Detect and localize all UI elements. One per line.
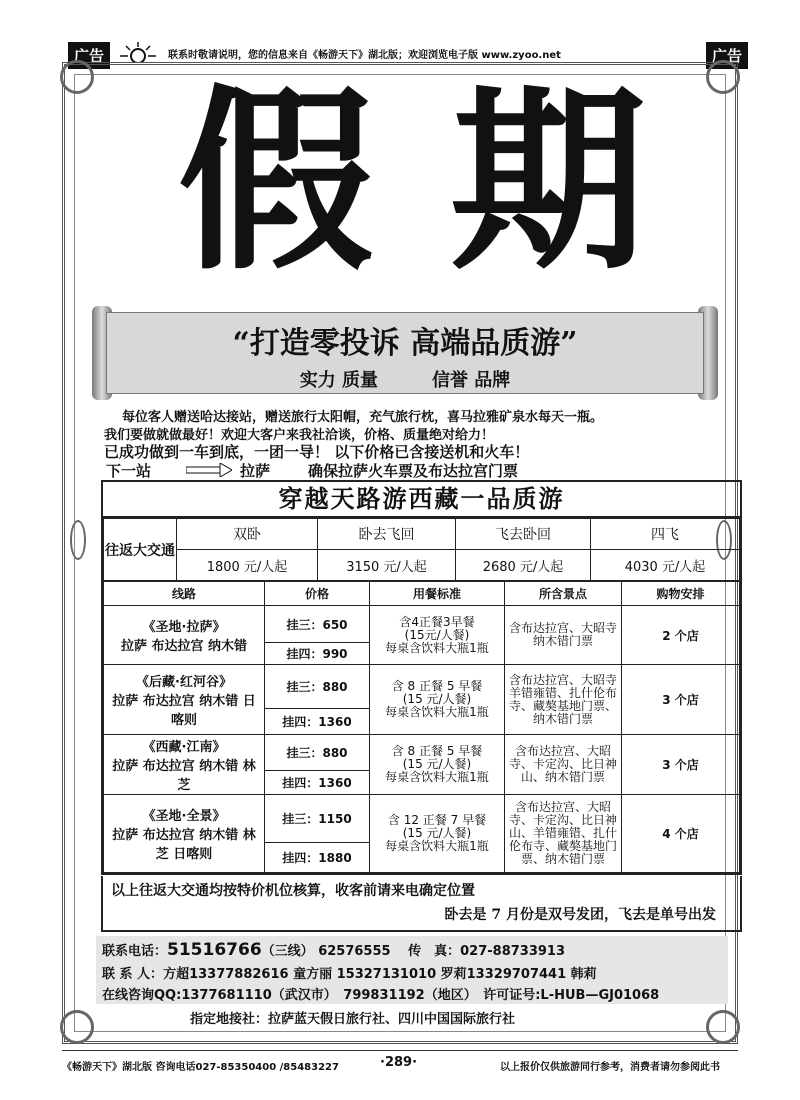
meal-line: 含4正餐3早餐	[399, 614, 475, 629]
transport-option: 卧去飞回	[318, 519, 456, 550]
meal-line: 每桌含饮料大瓶1瓶	[385, 640, 489, 655]
route-name-cell	[104, 795, 265, 873]
qq-label: 在线咨询QQ:	[102, 988, 182, 1003]
meal-line: (15元/人餐)	[404, 627, 470, 642]
ad-tag-left: 广告	[68, 42, 110, 69]
meal-line: 每桌含饮料大瓶1瓶	[385, 705, 489, 719]
fax: 027-88733913	[460, 944, 566, 959]
route-desc: 拉萨 布达拉宫 纳木错 日喀则	[112, 694, 256, 728]
meal-line: 含 8 正餐 5 早餐	[391, 679, 483, 693]
bottom-divider	[62, 1050, 738, 1051]
sights: 含布达拉宫、大昭寺、卡定沟、比日神山、纳木错门票	[505, 735, 622, 795]
sun-logo-icon	[118, 40, 158, 62]
corner-ornament-icon	[60, 60, 94, 94]
next-stop-note: 确保拉萨火车票及布达拉宫门票	[308, 462, 519, 480]
price-3: 挂三：880	[265, 735, 370, 771]
routes-header: 所含景点	[505, 582, 622, 606]
corner-ornament-icon	[706, 60, 740, 94]
transport-price: 4030 元/人起	[591, 550, 740, 581]
next-stop-label: 下一站	[106, 462, 152, 480]
transport-option: 双卧	[177, 519, 318, 550]
intro-line-2: 我们要做就做最好！欢迎大客户来我社洽谈，价格、质量绝对给力！	[104, 428, 495, 443]
phone-alt: 62576555	[318, 944, 391, 959]
route-name-cell	[104, 735, 265, 795]
transport-price: 3150 元/人起	[318, 550, 456, 581]
transport-label: 往返大交通	[104, 519, 177, 581]
routes-header: 线路	[104, 582, 265, 606]
meal-line: 含 8 正餐 5 早餐	[391, 744, 483, 758]
phone-main: 51516766	[167, 940, 262, 960]
persons: 方超13377882616 童方丽 15327131010 罗莉13329707441 韩莉	[163, 967, 597, 982]
qq1: 1377681110（武汉市）	[181, 988, 331, 1003]
price-4: 挂四：990	[265, 643, 370, 665]
table-row	[104, 606, 740, 643]
sights: 含布达拉宫、大昭寺、卡定沟、比日神山、羊错雍错、扎什伦布寺、藏獒基地门票、纳木错门票	[505, 795, 622, 873]
meal-cell	[370, 735, 505, 795]
meal-cell	[370, 665, 505, 735]
sights: 含布达拉宫、大昭寺纳木错门票	[505, 606, 622, 665]
contact-person-row	[102, 963, 597, 982]
sights: 含布达拉宫、大昭寺羊错雍错、扎什伦布寺、藏獒基地门票、纳木错门票	[505, 665, 622, 735]
footer-note-1: 以上往返大交通均按特价机位核算，收客前请来电确定位置	[111, 883, 475, 899]
meal-line: (15 元/人餐)	[402, 757, 472, 771]
meal-line: (15 元/人餐)	[402, 692, 472, 706]
phone-label: 联系电话：	[102, 944, 168, 959]
shop-count: 2 个店	[622, 606, 740, 665]
contact-box	[96, 936, 728, 1004]
arrow-right-icon	[186, 462, 232, 476]
transport-price: 1800 元/人起	[177, 550, 318, 581]
table-row	[104, 665, 740, 709]
price-3: 挂三：650	[265, 606, 370, 643]
ad-tag-right: 广告	[706, 42, 748, 69]
contact-phone-row	[102, 940, 565, 960]
meal-cell	[370, 606, 505, 665]
route-name-cell	[104, 665, 265, 735]
route-desc: 拉萨 布达拉宫 纳木错	[120, 639, 248, 654]
route-name: 《后藏·红河谷》	[136, 675, 232, 690]
price-4: 挂四：1360	[265, 709, 370, 735]
bottom-right-note: 以上报价仅供旅游同行参考，消费者请勿参阅此书	[500, 1062, 720, 1073]
package-table	[101, 480, 742, 875]
price-3: 挂三：880	[265, 665, 370, 709]
license: 许可证号:L-HUB—GJ01068	[483, 988, 660, 1003]
intro-line-1: 每位客人赠送哈达接站，赠送旅行太阳帽，充气旅行枕，喜马拉雅矿泉水每天一瓶。	[122, 410, 604, 425]
table-row	[104, 735, 740, 771]
subtitle: 实力 质量 信誉 品牌	[299, 370, 511, 391]
routes-header: 价格	[265, 582, 370, 606]
next-stop-dest: 拉萨	[240, 462, 271, 480]
route-name-cell	[104, 606, 265, 665]
meal-line: 每桌含饮料大瓶1瓶	[385, 839, 489, 853]
routes-header: 购物安排	[622, 582, 740, 606]
meal-line: (15 元/人餐)	[402, 826, 472, 840]
contact-qq-row	[102, 984, 659, 1003]
price-4: 挂四：1880	[265, 843, 370, 873]
slogan: “打造零投诉 高端品质游”	[232, 326, 578, 361]
qq2: 799831192（地区）	[343, 988, 471, 1003]
page-number: ·289·	[380, 1055, 418, 1070]
fax-label: 传 真：	[408, 944, 461, 959]
route-name: 《圣地·全景》	[142, 809, 226, 824]
route-name: 《西藏·江南》	[142, 740, 226, 755]
table-footer	[101, 876, 742, 932]
shop-count: 3 个店	[622, 735, 740, 795]
highlight-line: 已成功做到一车到底，一团一导！ 以下价格已含接送机和火车！	[104, 443, 530, 461]
table-row	[104, 795, 740, 843]
transport-option: 四飞	[591, 519, 740, 550]
meal-line: 每桌含饮料大瓶1瓶	[385, 770, 489, 784]
corner-ornament-icon	[60, 1010, 94, 1044]
shop-count: 4 个店	[622, 795, 740, 873]
meal-cell	[370, 795, 505, 873]
route-name: 《圣地·拉萨》	[142, 620, 226, 635]
phone-lines: （三线）	[261, 944, 314, 959]
routes-header: 用餐标准	[370, 582, 505, 606]
top-note: 联系时敬请说明，您的信息来自《畅游天下》湖北版；欢迎浏览电子版 www.zyoo.net	[168, 50, 561, 61]
price-3: 挂三：1150	[265, 795, 370, 843]
person-label: 联 系 人：	[102, 967, 164, 982]
price-4: 挂四：1360	[265, 771, 370, 795]
transport-option: 飞去卧回	[456, 519, 591, 550]
corner-ornament-icon	[706, 1010, 740, 1044]
routes-table	[103, 581, 740, 873]
route-desc: 拉萨 布达拉宫 纳木错 林芝	[112, 759, 256, 793]
table-title: 穿越天路游西藏一品质游	[103, 482, 740, 518]
transport-table	[103, 518, 740, 581]
transport-price: 2680 元/人起	[456, 550, 591, 581]
headline-title: 假 期	[178, 67, 651, 297]
bottom-left-note: 《畅游天下》湖北版 咨询电话027-85350400 /85483227	[62, 1062, 339, 1073]
footer-note-2: 卧去是 7 月份是双号发团，飞去是单号出发	[444, 907, 716, 923]
meal-line: 含 12 正餐 7 早餐	[387, 813, 487, 827]
agency-line: 指定地接社：拉萨蓝天假日旅行社、四川中国国际旅行社	[190, 1012, 516, 1027]
shop-count: 3 个店	[622, 665, 740, 735]
side-ornament-icon	[70, 520, 86, 560]
route-desc: 拉萨 布达拉宫 纳木错 林芝 日喀则	[112, 828, 256, 862]
